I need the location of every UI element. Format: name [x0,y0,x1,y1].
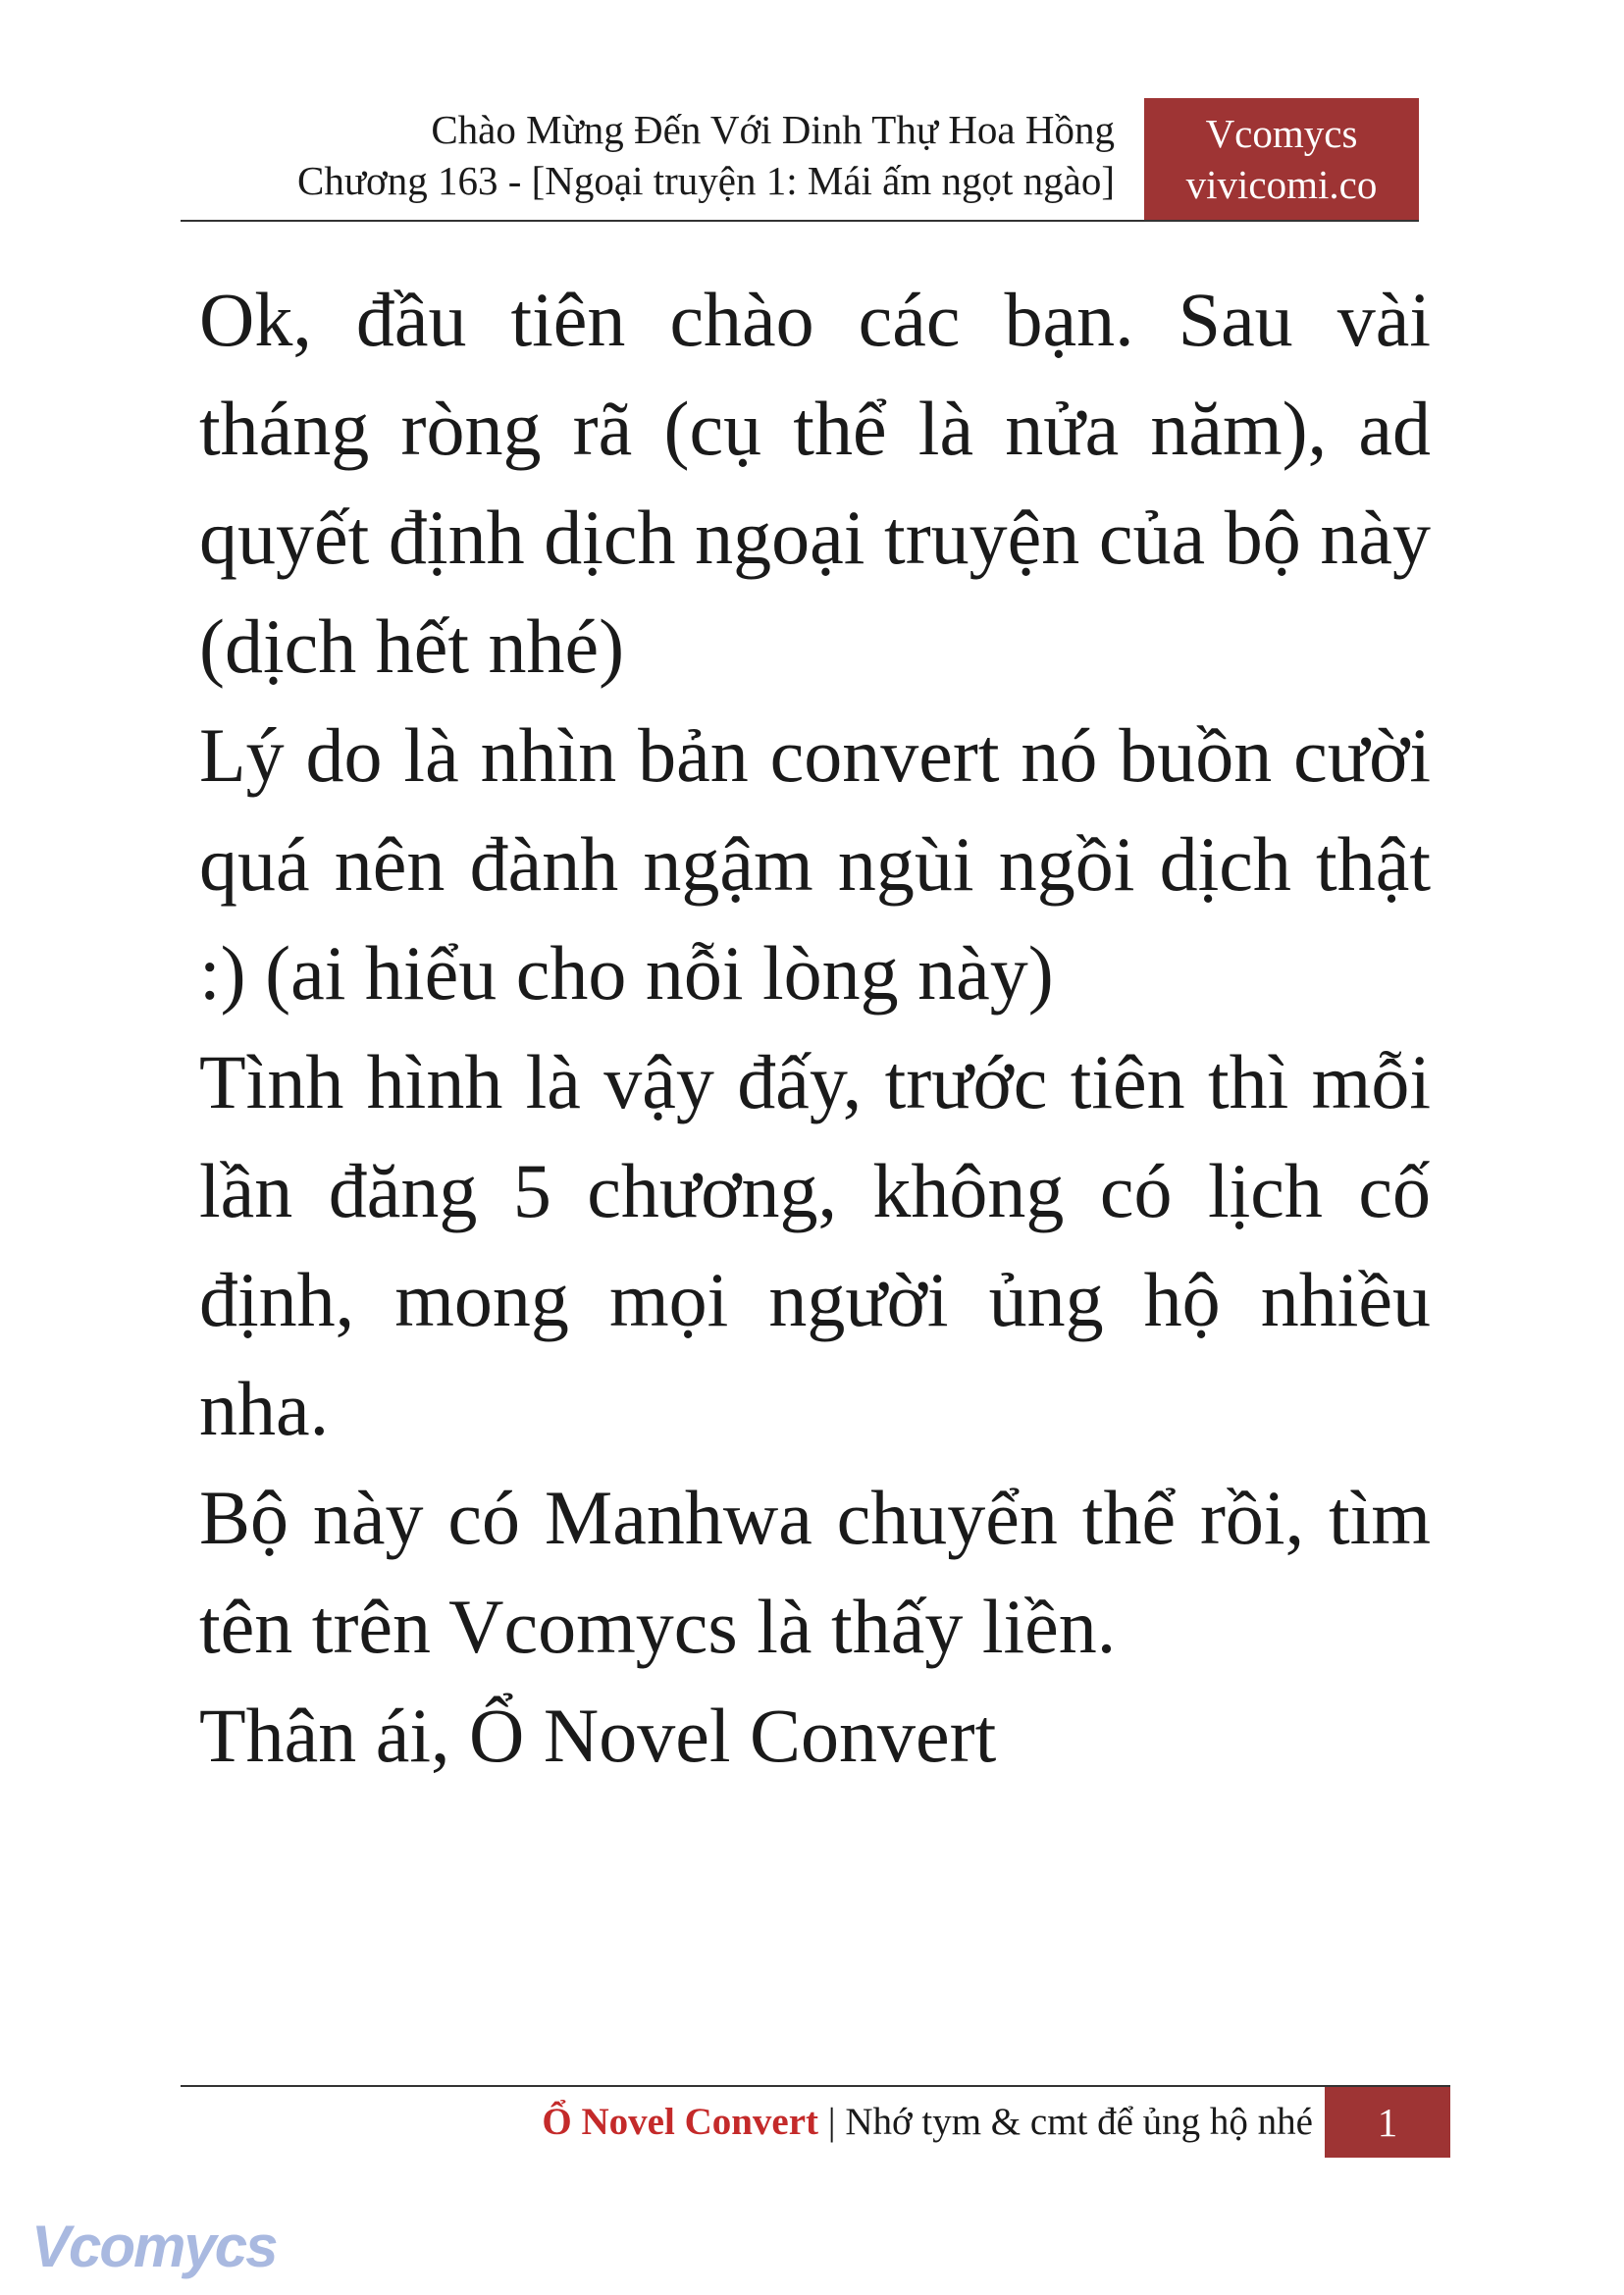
site-badge-url: vivicomi.co [1185,162,1378,207]
footer-separator: | [818,2101,846,2143]
chapter-title: Chương 163 - [Ngoại truyện 1: Mái ấm ngọt ngào] [296,158,1115,203]
site-badge [1144,98,1419,220]
body-paragraph-2: Lý do là nhìn bản convert nó buồn cười quá nên đành ngậm ngùi ngồi dịch thật :) (ai hiểu cho nỗi lòng này) [199,712,1431,1016]
site-badge-name: Vcomycs [1205,111,1358,156]
footer-brand: Ổ Novel Convert [542,2101,819,2143]
page-footer [181,2085,1450,2158]
watermark-logo: Vcomycs [31,2214,277,2279]
chapter-body [199,265,1431,1790]
footer-message: Nhớ tym & cmt để ủng hộ nhé [845,2101,1313,2143]
body-paragraph-4: Bộ này có Manhwa chuyển thể rồi, tìm tên trên Vcomycs là thấy liền. [199,1475,1431,1669]
body-paragraph-5: Thân ái, Ổ Novel Convert [199,1693,997,1778]
body-paragraph-1: Ok, đầu tiên chào các bạn. Sau vài tháng ròng rã (cụ thể là nửa năm), ad quyết định dịch ngoại truyện của bộ này (dịch hết nhé) [199,277,1431,689]
book-title: Chào Mừng Đến Với Dinh Thự Hoa Hồng [431,107,1115,152]
page-number: 1 [1325,2087,1450,2158]
body-paragraph-3: Tình hình là vậy đấy, trước tiên thì mỗi lần đăng 5 chương, không có lịch cố định, mong mọi người ủng hộ nhiều nha. [199,1039,1431,1451]
footer-text [542,2097,1313,2148]
page-header [181,98,1419,222]
header-titles [297,104,1115,206]
